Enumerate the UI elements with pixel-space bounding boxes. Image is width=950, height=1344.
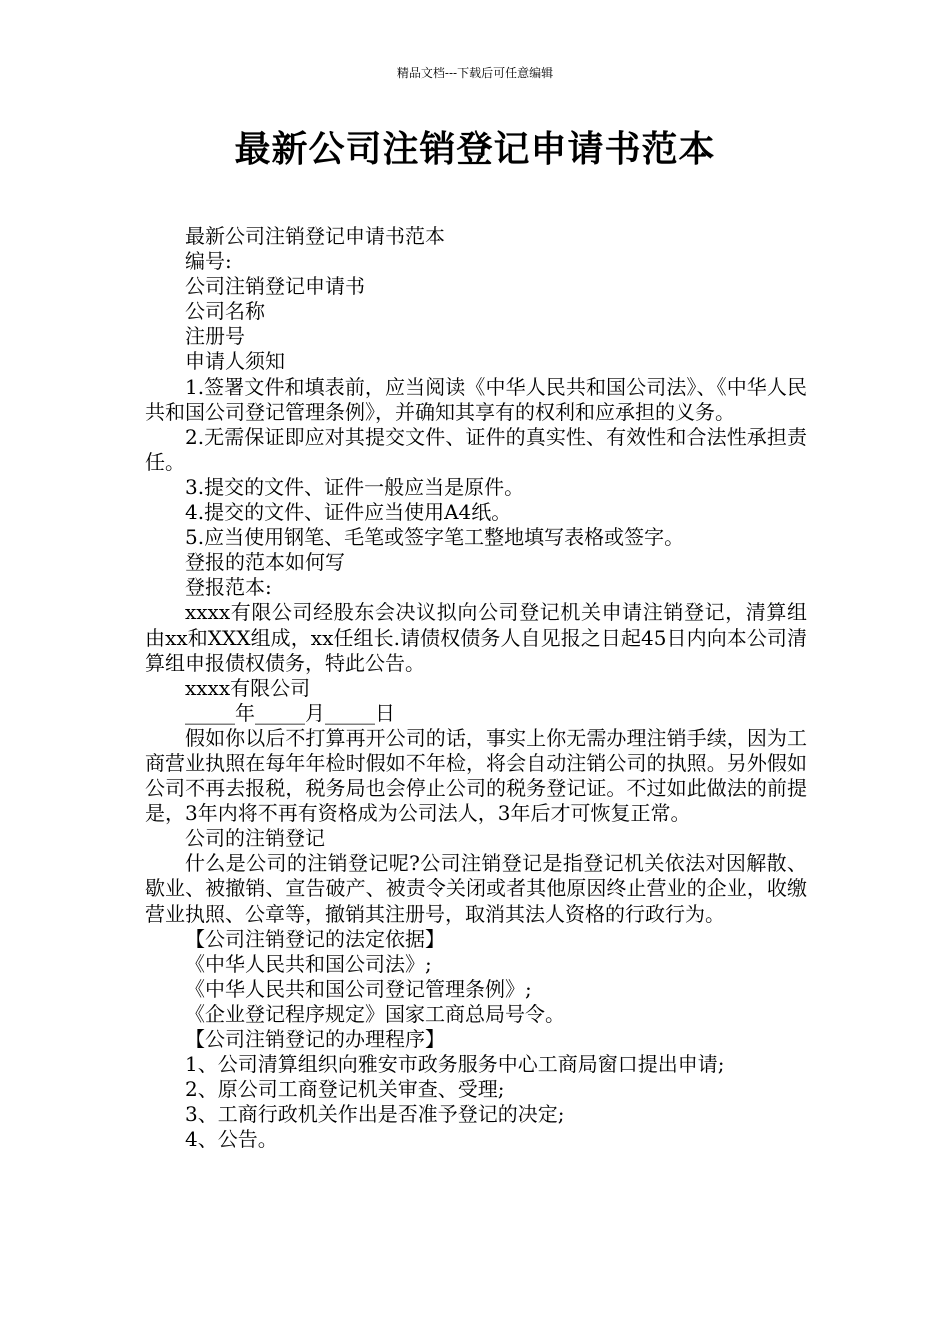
- paragraph: 申请人须知: [185, 349, 285, 374]
- paragraph: 4、公告。: [185, 1127, 278, 1152]
- paragraph: 1、公司清算组织向雅安市政务服务中心工商局窗口提出申请;: [185, 1052, 725, 1077]
- paragraph: 编号:: [185, 249, 232, 274]
- paragraph: 3、工商行政机关作出是否准予登记的决定;: [185, 1102, 565, 1127]
- paragraph: 最新公司注销登记申请书范本: [185, 224, 445, 248]
- paragraph: 1.签署文件和填表前，应当阅读《中华人民共和国公司法》、《中华人民共和国公司登记管理条例》，并确知其享有的权利和应承担的义务。: [145, 374, 807, 424]
- page-header-note: 精品文档---下载后可任意编辑: [396, 66, 554, 80]
- paragraph: 公司名称: [185, 299, 265, 324]
- document-title: 最新公司注销登记申请书范本: [234, 129, 716, 170]
- paragraph: 《中华人民共和国公司登记管理条例》;: [185, 976, 532, 1001]
- paragraph: 什么是公司的注销登记呢?公司注销登记是指登记机关依法对因解散、歇业、被撤销、宣告破产、被责令关闭或者其他原因终止营业的企业，收缴营业执照、公章等，撤销其注册号，取消其法人资格的行政行为。: [145, 851, 807, 926]
- paragraph: 《企业登记程序规定》国家工商总局号令。: [185, 1001, 565, 1026]
- document-body: [145, 224, 807, 1152]
- paragraph: 假如你以后不打算再开公司的话，事实上你无需办理注销手续，因为工商营业执照在每年年检时假如不年检，将会自动注销公司的执照。另外假如公司不再去报税，税务局也会停止公司的税务登记证。不过如此做法的前提是，3年内将不再有资格成为公司法人，3年后才可恢复正常。: [145, 725, 807, 826]
- paragraph: 3.提交的文件、证件一般应当是原件。: [185, 474, 525, 499]
- paragraph: 5.应当使用钢笔、毛笔或签字笔工整地填写表格或签字。: [185, 525, 685, 550]
- paragraph: 2、原公司工商登记机关审查、受理;: [185, 1077, 505, 1102]
- paragraph: 《中华人民共和国公司法》;: [185, 951, 432, 976]
- paragraph: 登报的范本如何写: [185, 550, 345, 575]
- paragraph: _____年_____月_____日: [185, 700, 395, 725]
- paragraph: 【公司注销登记的法定依据】: [185, 926, 445, 951]
- paragraph: 公司的注销登记: [185, 826, 325, 851]
- paragraph: 公司注销登记申请书: [185, 274, 365, 299]
- paragraph: 4.提交的文件、证件应当使用A4纸。: [185, 500, 512, 525]
- paragraph: xxxx有限公司经股东会决议拟向公司登记机关申请注销登记，清算组由xx和XXX组成，xx任组长.请债权债务人自见报之日起45日内向本公司清算组申报债权债务，特此公告。: [145, 600, 807, 675]
- paragraph: xxxx有限公司: [185, 675, 311, 700]
- paragraph: 登报范本:: [185, 575, 272, 600]
- paragraph: 【公司注销登记的办理程序】: [185, 1027, 445, 1051]
- paragraph: 2.无需保证即应对其提交文件、证件的真实性、有效性和合法性承担责任。: [145, 424, 807, 474]
- paragraph: 注册号: [185, 324, 245, 349]
